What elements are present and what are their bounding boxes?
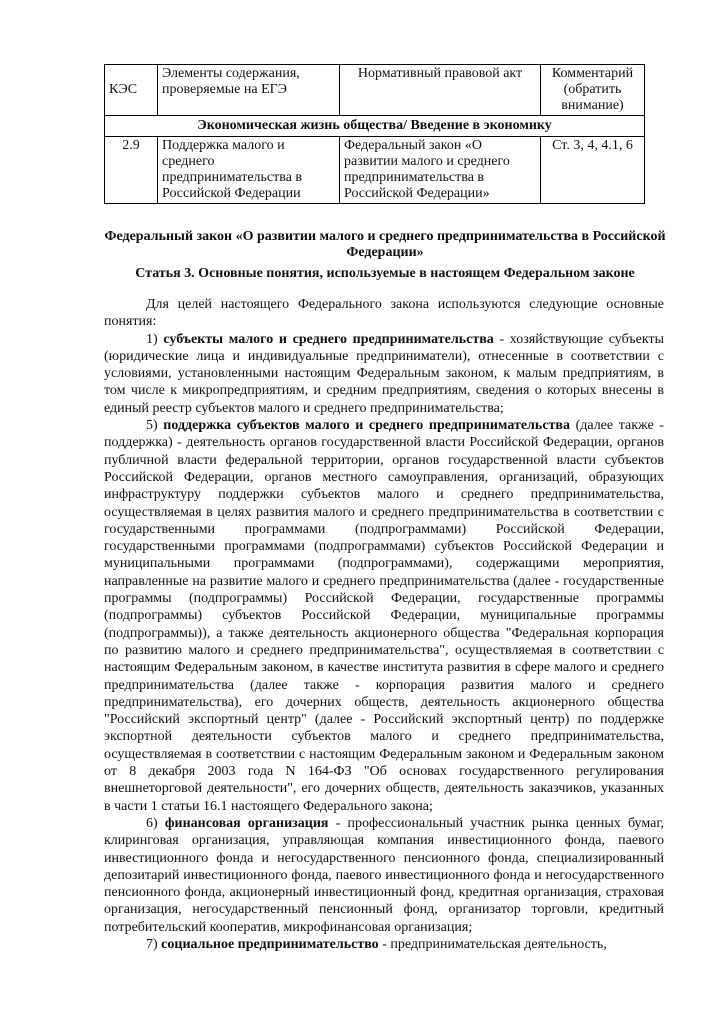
intro-paragraph: Для целей настоящего Федерального закона используются следующие основные понятия: — [104, 297, 664, 330]
cell-element: Поддержка малого и среднего предпринимательства в Российской Федерации — [158, 137, 340, 204]
item-term: субъекты малого и среднего предпринимательства — [163, 331, 494, 347]
item-text: - хозяйствующие субъекты (юридические лица и индивидуальные предприниматели), отнесенные в соответствии с условиями, установленными настоящим Федеральным законом, к малым предприятиям, в том числе к микропредприятиям, и средним предприятиям, сведения о которых внесены в единый реестр субъектов малого и среднего предпринимательства; — [104, 331, 664, 416]
definition-item — [104, 417, 664, 815]
table-row — [105, 137, 645, 204]
definition-item — [104, 331, 664, 417]
cell-kes: 2.9 — [105, 137, 158, 204]
item-text: - предпринимательская деятельность, — [382, 936, 607, 952]
section-title: Экономическая жизнь общества/ Введение в экономику — [105, 116, 645, 137]
kes-table — [104, 64, 645, 204]
item-number: 1) — [146, 331, 158, 347]
table-section-row — [105, 116, 645, 137]
header-comment: Комментарий (обратить внимание) — [541, 65, 645, 116]
item-term: финансовая организация — [164, 815, 329, 831]
cell-act: Федеральный закон «О развитии малого и среднего предпринимательства в Российской Федерации» — [340, 137, 541, 204]
item-term: социальное предпринимательство — [161, 936, 379, 952]
law-title: Федеральный закон «О развитии малого и среднего предпринимательства в Российской Федерации» — [104, 229, 666, 260]
header-act: Нормативный правовой акт — [340, 65, 541, 116]
item-term: поддержка субъектов малого и среднего предпринимательства — [163, 418, 570, 434]
definition-item — [104, 936, 664, 953]
cell-comment: Ст. 3, 4, 4.1, 6 — [541, 137, 645, 204]
header-elements: Элементы содержания, проверяемые на ЕГЭ — [158, 65, 340, 116]
table-header-row — [105, 65, 645, 116]
item-number: 6) — [146, 815, 158, 831]
item-text: (далее также - поддержка) - деятельность органов государственной власти Российской Федерации, органов публичной власти федеральной территории, органов государственной власти субъектов Российской Федерации, органов местного самоуправления, организаций, образующих инфраструктуру поддержки субъектов малого и среднего предпринимательства, осуществляемая в целях развития малого и среднего предпринимательства в соответствии с государственными программами (подпрограммами) Российской Федерации, государственными программами (подпрограммами) субъектов Российской Федерации и муниципальными программами (подпрограммами), содержащими мероприятия, направленные на развитие малого и среднего предпринимательства (далее - государственные программы (подпрограммы) Российской Федерации, государственные программы (подпрограммы) субъектов Российской Федерации, муниципальные программы (подпрограммы)), а также деятельность акционерного общества "Федеральная корпорация по развитию малого и среднего предпринимательства", осуществляемая в соответствии с настоящим Федеральным законом, в качестве института развития в сфере малого и среднего предпринимательства (далее также - корпорация развития малого и среднего предпринимательства), его дочерних обществ, деятельность акционерного общества "Российский экспортный центр" (далее - Российский экспортный центр) по поддержке экспортной деятельности субъектов малого и среднего предпринимательства, осуществляемая в соответствии с настоящим Федеральным законом и Федеральным законом от 8 декабря 2003 года N 164-ФЗ "Об основах государственного регулирования внешнеторговой деятельности", его дочерних обществ, деятельность заказчиков, указанных в части 1 статьи 16.1 настоящего Федерального закона; — [104, 418, 664, 814]
article-title: Статья 3. Основные понятия, используемые в настоящем Федеральном законе — [135, 266, 635, 281]
item-number: 7) — [146, 936, 158, 952]
item-text: - профессиональный участник рынка ценных бумаг, клиринговая организация, управляющая компания инвестиционного фонда, паевого инвестиционного фонда и негосударственного пенсионного фонда, специализированный депозитарий инвестиционного фонда, паевого инвестиционного фонда и негосударственного пенсионного фонда, акционерный инвестиционный фонд, кредитная организация, страховая организация, негосударственный пенсионный фонд, организатор торговли, кредитный потребительский кооператив, микрофинансовая организация; — [104, 815, 665, 935]
definition-item — [104, 815, 664, 936]
article-body — [104, 296, 664, 953]
header-kes: КЭС — [105, 65, 158, 116]
item-number: 5) — [146, 418, 158, 434]
